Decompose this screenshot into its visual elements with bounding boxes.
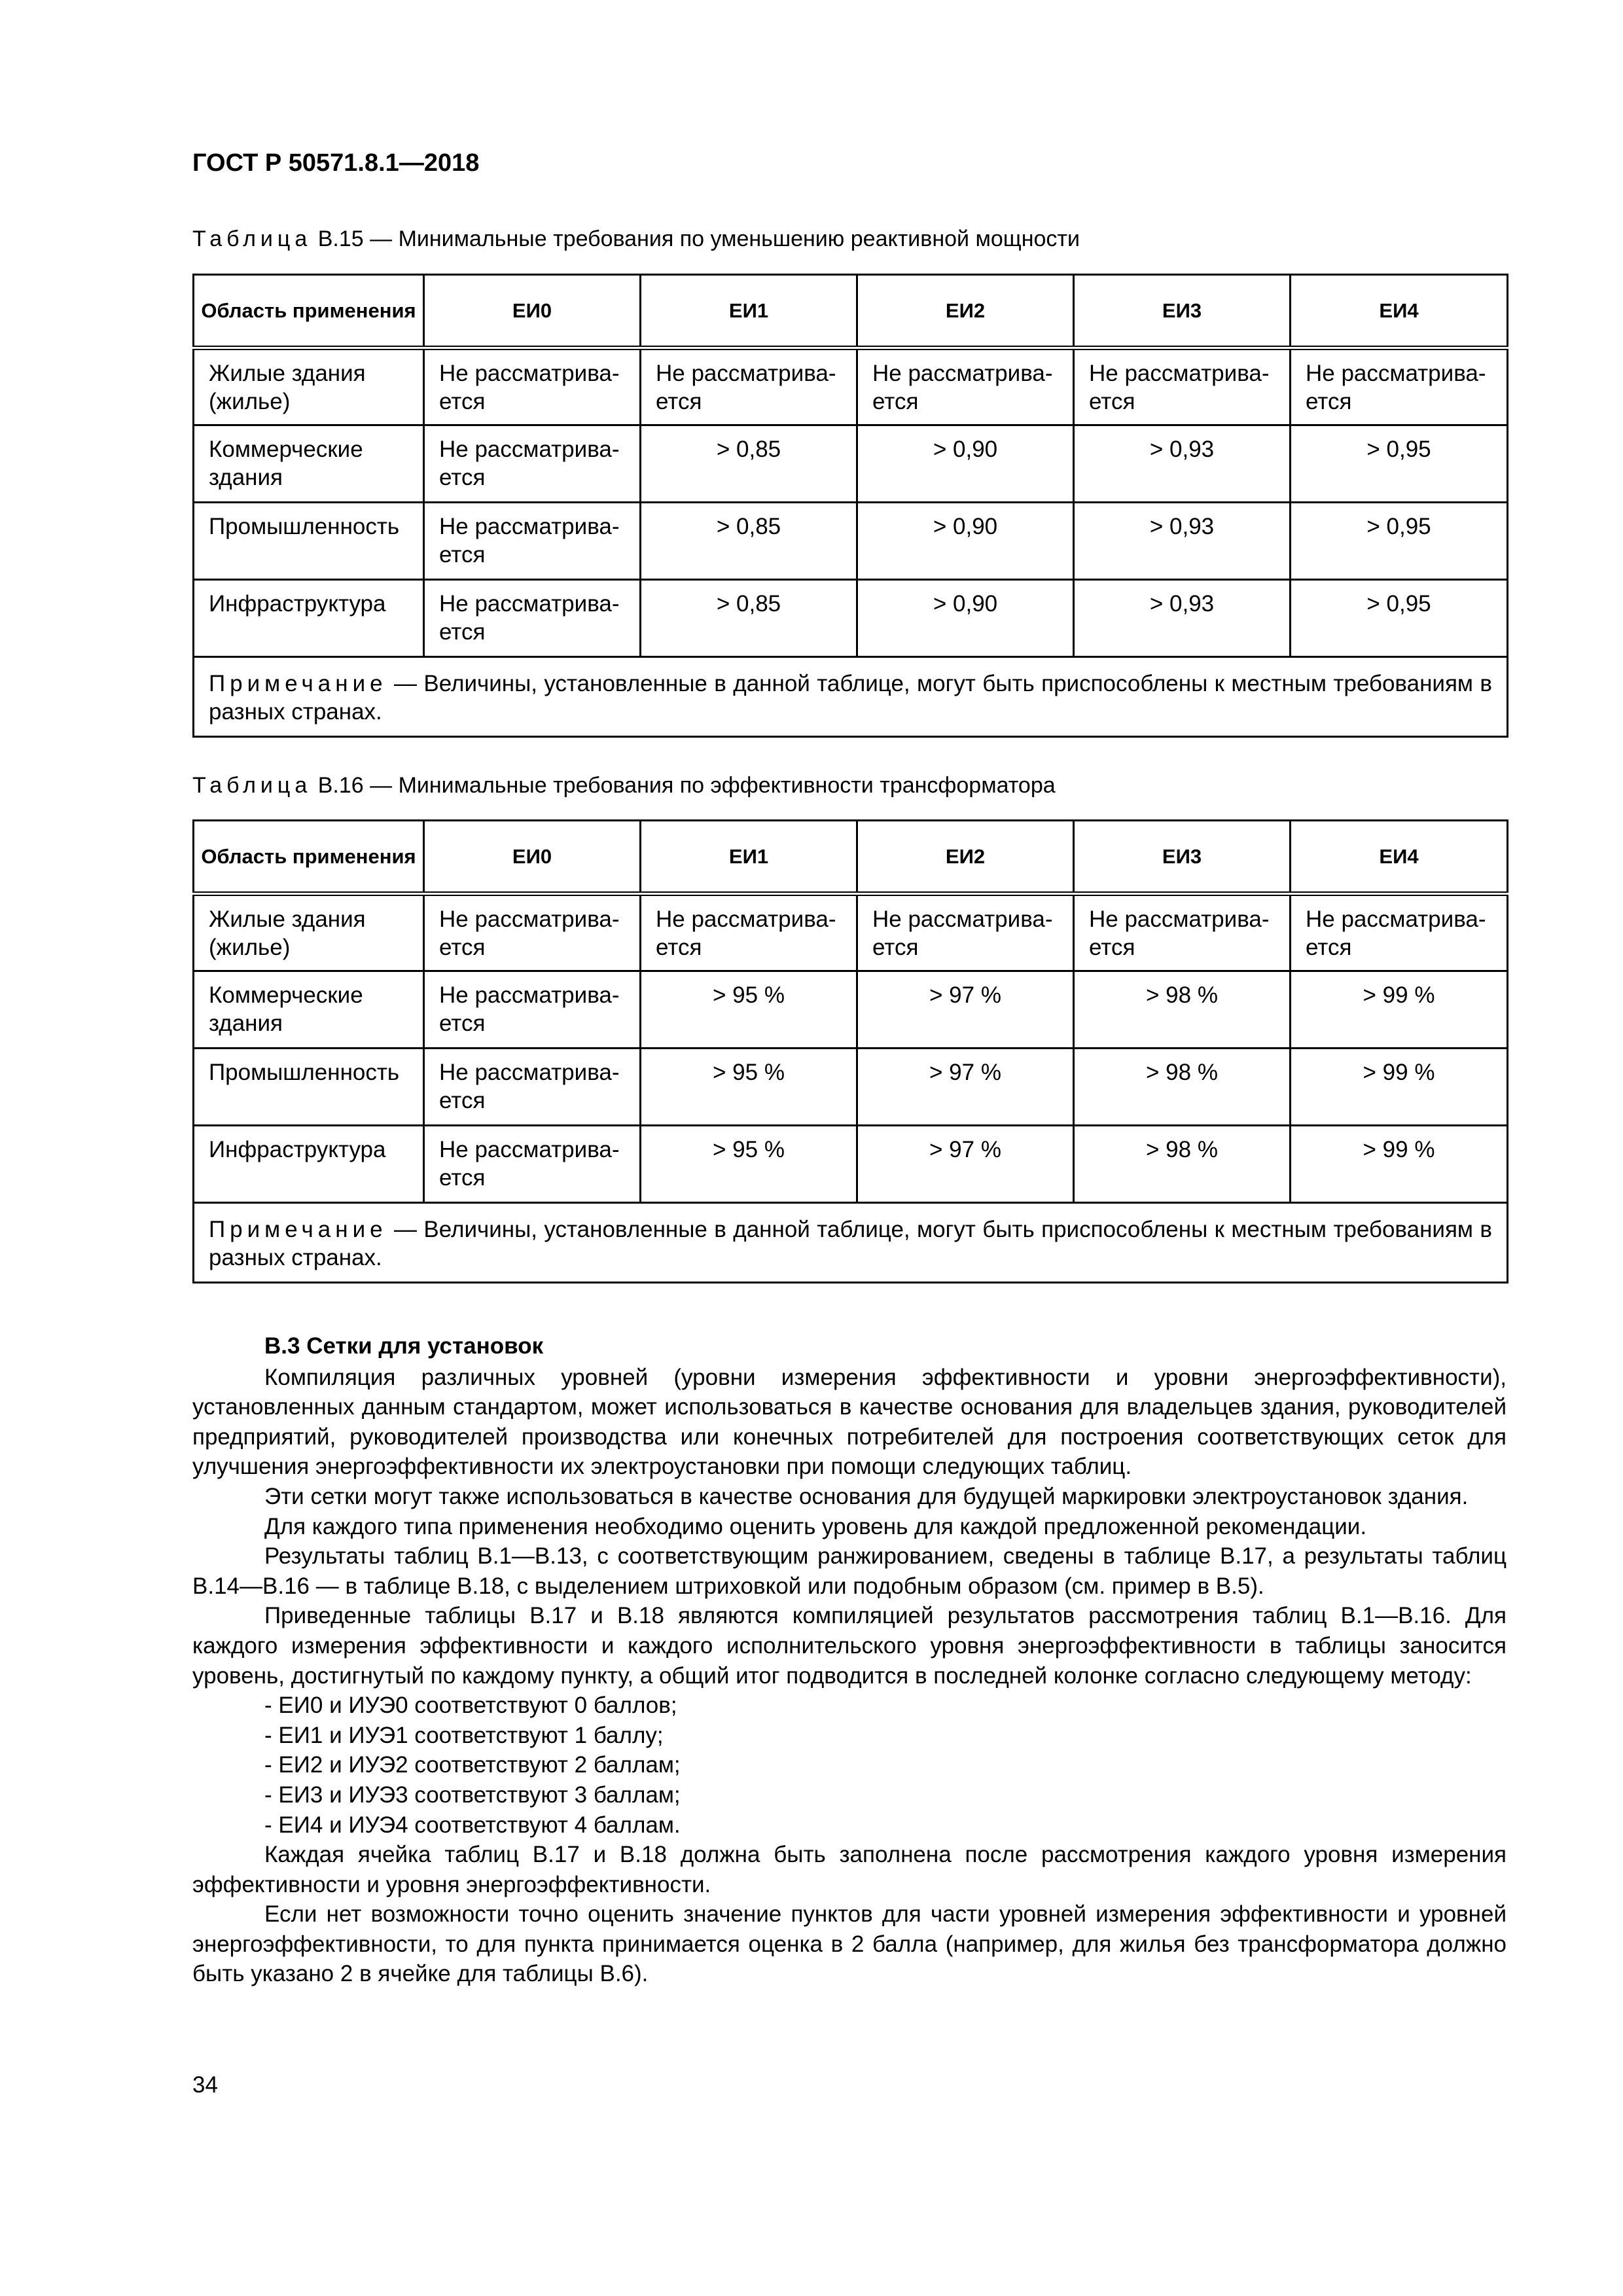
table-note <box>194 657 1508 737</box>
table-cell: Коммерческие здания <box>194 425 424 503</box>
table-cell: > 0,93 <box>1074 503 1291 580</box>
column-header: ЕИ2 <box>857 821 1074 894</box>
table-row <box>194 1126 1508 1203</box>
column-header: ЕИ1 <box>641 821 857 894</box>
table-cell: Не рассматрива-ется <box>424 1049 641 1126</box>
note-label: Примечание <box>209 1217 387 1242</box>
table-cell: Не рассматрива-ется <box>424 894 641 971</box>
table-cell: Не рассматрива-ется <box>424 425 641 503</box>
table-cell: > 99 % <box>1291 1126 1508 1203</box>
table-row <box>194 348 1508 425</box>
table-cell: > 0,90 <box>857 425 1074 503</box>
column-header: Область применения <box>194 821 424 894</box>
table-cell: Не рассматрива-ется <box>857 894 1074 971</box>
table-cell: Промышленность <box>194 1049 424 1126</box>
column-header: Область применения <box>194 275 424 348</box>
table-cell: Не рассматрива-ется <box>1074 348 1291 425</box>
table-cell: > 98 % <box>1074 971 1291 1049</box>
table-cell: Не рассматрива-ется <box>424 971 641 1049</box>
table-cell: > 97 % <box>857 1126 1074 1203</box>
column-header: ЕИ0 <box>424 275 641 348</box>
list-item: - ЕИ3 и ИУЭ3 соответствуют 3 баллам; <box>264 1782 681 1808</box>
table-cell: Промышленность <box>194 503 424 580</box>
column-header: ЕИ3 <box>1074 275 1291 348</box>
table-cell: > 0,95 <box>1291 503 1508 580</box>
table-row <box>194 971 1508 1049</box>
table-cell: Не рассматрива-ется <box>1291 348 1508 425</box>
table-caption <box>192 773 1056 798</box>
table-cell: Инфраструктура <box>194 580 424 657</box>
column-header: ЕИ4 <box>1291 275 1508 348</box>
table-row <box>194 425 1508 503</box>
table-cell: > 0,90 <box>857 503 1074 580</box>
body-paragraph: Если нет возможности точно оценить значение пунктов для части уровней измерения эффективности и уровней энергоэффективности, то для пункта принимается оценка в 2 балла (например, для жилья без трансформатора должно быть указано 2 в ячейке для таблицы В.6). <box>192 1901 1507 1987</box>
table-cell: Не рассматрива-ется <box>641 894 857 971</box>
caption-word: Таблица <box>192 773 312 798</box>
table-cell: Жилые здания (жилье) <box>194 348 424 425</box>
caption-text: В.16 — Минимальные требования по эффективности трансформатора <box>312 773 1056 798</box>
table-row <box>194 503 1508 580</box>
caption-word: Таблица <box>192 226 312 251</box>
transformer-efficiency-table <box>192 819 1508 1283</box>
table-cell: > 98 % <box>1074 1049 1291 1126</box>
column-header: ЕИ3 <box>1074 821 1291 894</box>
reactive-power-table <box>192 274 1508 738</box>
page-number: 34 <box>192 2072 218 2098</box>
table-cell: Не рассматрива-ется <box>857 348 1074 425</box>
table-cell: Не рассматрива-ется <box>424 580 641 657</box>
body-paragraph: Эти сетки могут также использоваться в качестве основания для будущей маркировки электроустановок здания. <box>264 1483 1469 1509</box>
header-row <box>194 275 1508 348</box>
table-cell: > 99 % <box>1291 971 1508 1049</box>
note-text: — Величины, установленные в данной таблице, могут быть приспособлены к местным требованиям в разных странах. <box>209 671 1492 725</box>
table-cell: > 0,95 <box>1291 425 1508 503</box>
note-row <box>194 657 1508 737</box>
table-cell: > 0,95 <box>1291 580 1508 657</box>
table-caption <box>192 226 1080 252</box>
table-cell: > 0,90 <box>857 580 1074 657</box>
table-cell: Жилые здания (жилье) <box>194 894 424 971</box>
table-row <box>194 894 1508 971</box>
table-cell: Инфраструктура <box>194 1126 424 1203</box>
table-cell: > 95 % <box>641 971 857 1049</box>
column-header: ЕИ2 <box>857 275 1074 348</box>
list-item: - ЕИ1 и ИУЭ1 соответствуют 1 баллу; <box>264 1722 664 1748</box>
body-paragraph: Приведенные таблицы В.17 и В.18 являются компиляцией результатов рассмотрения таблиц В.1—В.16. Для каждого измерения эффективности и каждого исполнительского уровня энергоэффективности в таблицы заносится уровень, достигнутый по каждому пункту, а общий итог подводится в последней колонке согласно следующему методу: <box>192 1603 1507 1689</box>
list-item: - ЕИ2 и ИУЭ2 соответствуют 2 баллам; <box>264 1752 681 1778</box>
column-header: ЕИ1 <box>641 275 857 348</box>
body-paragraph: Каждая ячейка таблиц В.17 и В.18 должна быть заполнена после рассмотрения каждого уровня измерения эффективности и уровня энергоэффективности. <box>192 1842 1507 1897</box>
note-label: Примечание <box>209 671 387 696</box>
note-text: — Величины, установленные в данной таблице, могут быть приспособлены к местным требованиям в разных странах. <box>209 1217 1492 1270</box>
header-row <box>194 821 1508 894</box>
list-item: - ЕИ4 и ИУЭ4 соответствуют 4 баллам. <box>264 1812 681 1838</box>
table-cell: Не рассматрива-ется <box>1291 894 1508 971</box>
table-cell: Коммерческие здания <box>194 971 424 1049</box>
document-header: ГОСТ Р 50571.8.1—2018 <box>192 149 480 177</box>
table-row <box>194 1049 1508 1126</box>
table-cell: Не рассматрива-ется <box>641 348 857 425</box>
table-cell: > 97 % <box>857 971 1074 1049</box>
table-row <box>194 580 1508 657</box>
note-row <box>194 1203 1508 1283</box>
table-cell: > 98 % <box>1074 1126 1291 1203</box>
table-cell: > 0,85 <box>641 503 857 580</box>
list-item: - ЕИ0 и ИУЭ0 соответствуют 0 баллов; <box>264 1693 677 1719</box>
body-paragraph: Результаты таблиц В.1—В.13, с соответствующим ранжированием, сведены в таблице В.17, а результаты таблиц В.14—В.16 — в таблице В.18, с выделением штриховкой или подобным образом (см. пример в В.5). <box>192 1543 1507 1599</box>
table-cell: > 95 % <box>641 1126 857 1203</box>
table-cell: Не рассматрива-ется <box>424 503 641 580</box>
table-cell: Не рассматрива-ется <box>424 1126 641 1203</box>
section-heading: В.3 Сетки для установок <box>264 1333 544 1359</box>
column-header: ЕИ4 <box>1291 821 1508 894</box>
table-cell: > 95 % <box>641 1049 857 1126</box>
table-cell: > 0,85 <box>641 425 857 503</box>
table-cell: > 97 % <box>857 1049 1074 1126</box>
table-cell: Не рассматрива-ется <box>1074 894 1291 971</box>
table-cell: > 0,85 <box>641 580 857 657</box>
body-paragraph: Компиляция различных уровней (уровни измерения эффективности и уровни энергоэффективности), установленных данным стандартом, может использоваться в качестве основания для владельцев здания, руководителей предприятий, руководителей производства или конечных потребителей для построения соответствующих сеток для улучшения энергоэффективности их электроустановки при помощи следующих таблиц. <box>192 1364 1507 1480</box>
body-paragraph: Для каждого типа применения необходимо оценить уровень для каждой предложенной рекомендации. <box>264 1513 1367 1539</box>
table-note <box>194 1203 1508 1283</box>
section-content <box>192 1331 1507 1989</box>
table-cell: > 99 % <box>1291 1049 1508 1126</box>
column-header: ЕИ0 <box>424 821 641 894</box>
caption-text: В.15 — Минимальные требования по уменьшению реактивной мощности <box>312 226 1080 251</box>
table-cell: > 0,93 <box>1074 580 1291 657</box>
table-cell: Не рассматрива-ется <box>424 348 641 425</box>
table-cell: > 0,93 <box>1074 425 1291 503</box>
